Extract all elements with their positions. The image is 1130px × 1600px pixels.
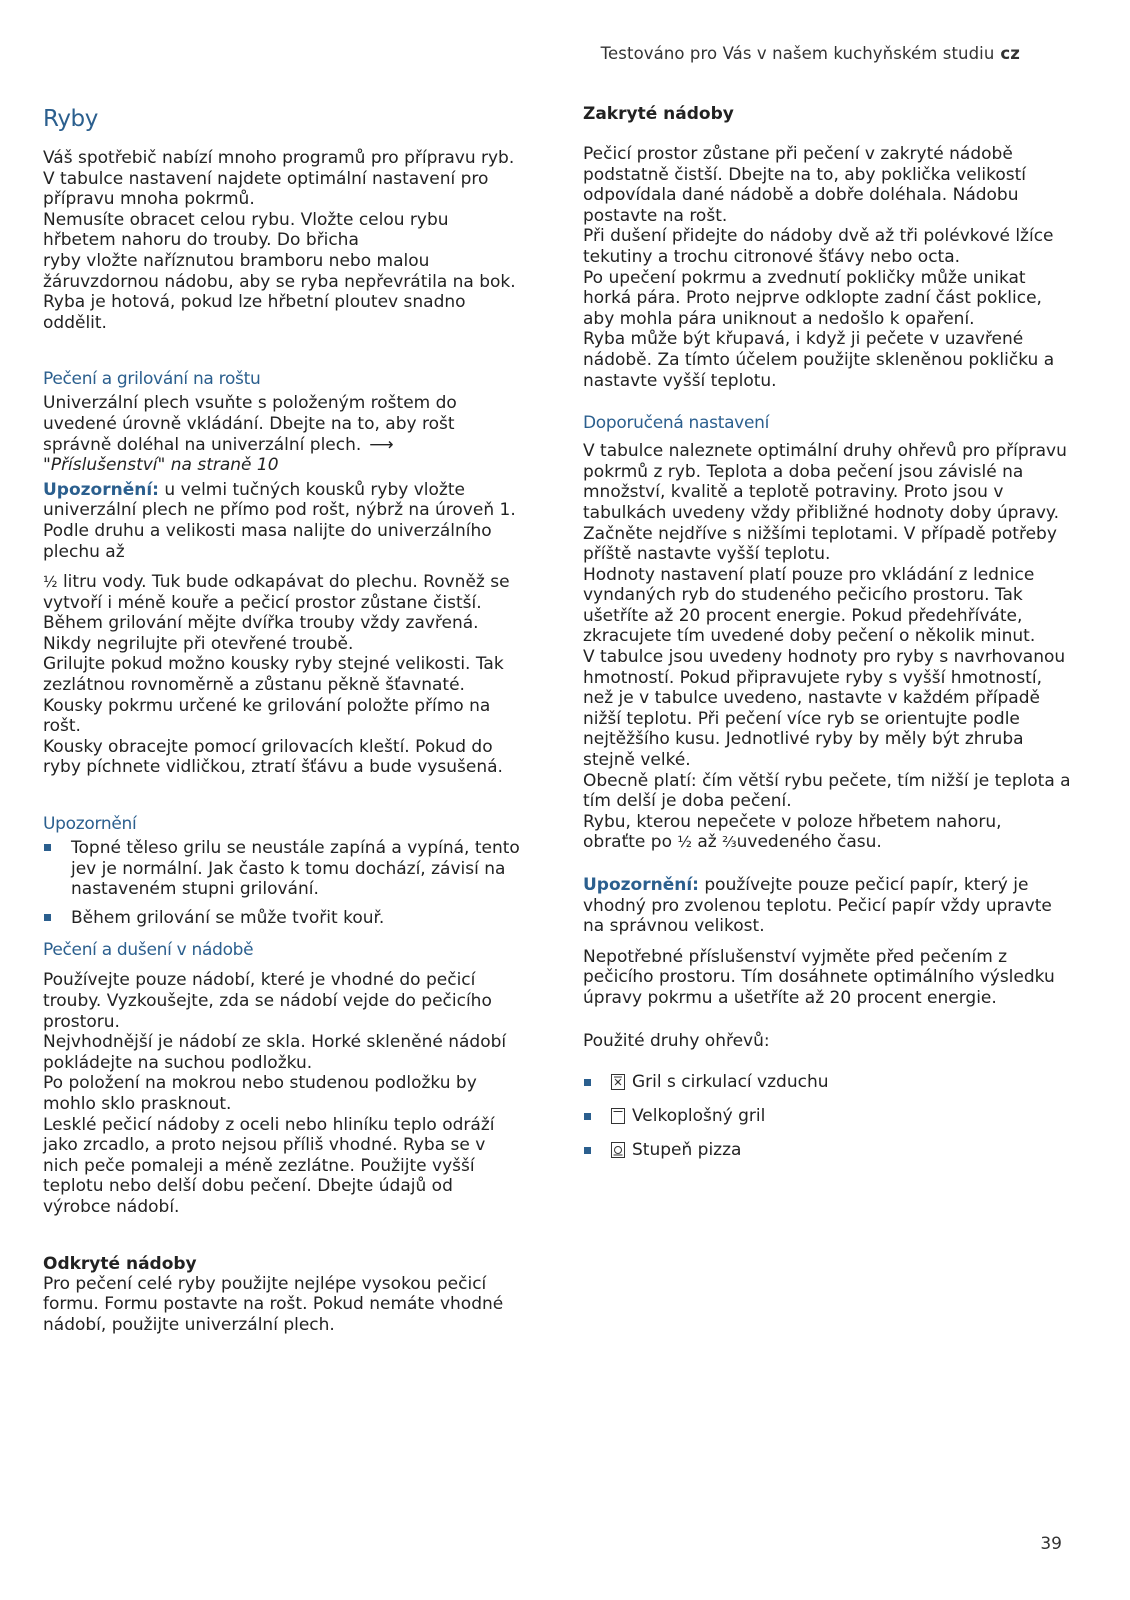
modes-intro: Použité druhy ohřevů: xyxy=(583,1030,770,1051)
grill-text: Univerzální plech vsuňte s položeným roštem do uvedené úrovně vkládání. Dbejte na to, aby rošt správně doléhal na univerzální plech. xyxy=(43,393,457,455)
grill-paragraph-5: Grilujte pokud možno kousky ryby stejné velikosti. Tak zezlátnou rovnoměrně a zůstanu pěkně šťavnaté. Kousky pokrmu určené ke grilování položte přímo na rošt. xyxy=(43,654,504,737)
grill-water-text: litru vody. Tuk bude odkapávat do plechu. Rovněž se vytvoří i méně kouře a pečicí prostor zůstane čistší. xyxy=(43,572,510,613)
note-text: používejte pouze pečicí papír, který je vhodný pro zvolenou teplotu. Pečicí papír vždy upravte na správnou velikost. xyxy=(583,875,1052,937)
rec-paragraph-2: Hodnoty nastavení platí pouze pro vkládání z lednice vyndaných ryb do studeného pečicího prostoru. Tak ušetříte až 20 procent energie. Pokud předehříváte, zkracujete tím uvedené doby pečení o několik minut. xyxy=(583,564,1036,647)
grill-paragraph-4: Během grilování mějte dvířka trouby vždy zavřená. Nikdy negrilujte při otevřené troubě. xyxy=(43,613,479,654)
rec-paragraph-1: V tabulce naleznete optimální druhy ohřevů pro přípravu pokrmů z ryb. Teplota a doba pečení jsou závislé na množství, kvalitě a teplotě potraviny. Proto jsou v tabulkách uvedeny vždy přibližné hodnoty doby úpravy. Začněte nejdříve s nižšími teplotami. V případě potřeby příště nastavte vyšší teplotu. xyxy=(583,441,1067,565)
reference-arrow-icon: ⟶ xyxy=(369,434,394,455)
closed-paragraph-2: Při dušení přidejte do nádoby dvě až tři polévkové lžíce tekutiny a trochu citronové šťávy nebo octa. xyxy=(583,226,1054,267)
page-header xyxy=(601,44,1020,63)
heating-modes-list xyxy=(583,1071,1073,1161)
intro-paragraph-4: Ryba je hotová, pokud lze hřbetní ploutev snadno oddělit. xyxy=(43,292,466,333)
circulating-grill-icon xyxy=(611,1074,625,1090)
intro-paragraph-2: Nemusíte obracet celou rybu. Vložte celou rybu hřbetem nahoru do trouby. Do břicha xyxy=(43,209,449,251)
page-number: 39 xyxy=(1040,1534,1062,1554)
bullet-icon xyxy=(44,844,51,851)
dish-paragraph-4: Lesklé pečicí nádoby z oceli nebo hliníku teplo odráží jako zrcadlo, a proto nejsou příliš vhodné. Ryba se v nich peče pomaleji a méně zezlátne. Použijte vyšší teplotu nebo delší dobu pečení. Dbejte údajů od výrobce nádobí. xyxy=(43,1114,495,1217)
fraction-half: ½ xyxy=(43,573,58,592)
rec-text-a: obraťte po xyxy=(583,832,678,853)
mode-label: Velkoplošný gril xyxy=(632,1106,766,1127)
list-item xyxy=(43,838,523,900)
note-label: Upozornění: xyxy=(43,479,159,500)
grill-paragraph-1 xyxy=(43,393,523,475)
bullet-icon xyxy=(584,1079,591,1086)
accessory-reference-link[interactable]: "Příslušenství" na straně 10 xyxy=(43,455,279,476)
bullet-icon xyxy=(584,1113,591,1120)
right-column xyxy=(583,100,1073,1173)
section-heading-closed: Zakryté nádoby xyxy=(583,104,734,124)
list-item-text: Během grilování se může tvořit kouř. xyxy=(71,907,385,928)
list-item xyxy=(43,908,523,929)
note-label: Upozornění: xyxy=(583,875,699,895)
dish-paragraph-2: Nejvhodnější je nádobí ze skla. Horké skleněné nádobí pokládejte na suchou podložku. xyxy=(43,1032,507,1073)
bullet-icon xyxy=(44,914,51,921)
list-item xyxy=(583,1139,1073,1161)
rec-paragraph-4: Obecně platí: čím větší rybu pečete, tím nižší je teplota a tím delší je doba pečení. xyxy=(583,770,1071,812)
pizza-setting-icon xyxy=(611,1142,625,1158)
mode-label: Stupeň pizza xyxy=(632,1140,742,1161)
grill-paragraph-2: Podle druhu a velikosti masa nalijte do univerzálního plechu až xyxy=(43,520,492,562)
grill-paragraph-6: Kousky obracejte pomocí grilovacích kleští. Pokud do ryby píchnete vidličkou, ztratí šťávu a bude vysušená. xyxy=(43,736,503,778)
fraction-half: ½ xyxy=(677,833,692,852)
language-code: cz xyxy=(1000,44,1020,63)
intro-paragraph-3: ryby vložte naříznutou bramboru nebo malou žáruvzdornou nádobu, aby se ryba nepřevrátila na bok. xyxy=(43,250,516,292)
rec-paragraph-3: V tabulce jsou uvedeny hodnoty pro ryby s navrhovanou hmotností. Pokud připravujete ryby s vyšší hmotností, než je v tabulce uvedeno, nastavte v každém případě nižší teplotu. Při pečení více ryb se orientujte podle nejtěžšího kusu. Jednotlivé ryby by měly být zhruba stejně velké. xyxy=(583,647,1066,771)
bullet-icon xyxy=(584,1147,591,1154)
section-heading-open: Odkryté nádoby xyxy=(43,1253,197,1274)
fraction-two-thirds: ⅔ xyxy=(722,833,737,852)
header-text: Testováno pro Vás v našem kuchyňském studiu xyxy=(600,44,995,63)
rec-note xyxy=(583,875,1073,937)
left-column xyxy=(43,100,523,1335)
list-item xyxy=(583,1071,1073,1093)
rec-text-c: uvedeného času. xyxy=(736,832,882,853)
closed-paragraph-4: Ryba může být křupavá, i když ji pečete v uzavřené nádobě. Za tímto účelem použijte skleněnou pokličku a nastavte vyšší teplotu. xyxy=(583,329,1055,391)
note-text: u velmi tučných kousků ryby vložte univerzální plech ne přímo pod rošt, nýbrž na úroveň 1. xyxy=(43,479,516,521)
list-item xyxy=(583,1105,1073,1127)
dish-paragraph-1: Používejte pouze nádobí, které je vhodné do pečicí trouby. Vyzkoušejte, zda se nádobí vejde do pečicího prostoru. xyxy=(43,970,492,1032)
rec-paragraph-5: Rybu, kterou nepečete v poloze hřbetem nahoru, xyxy=(583,811,1002,832)
rec-text-b: až xyxy=(691,832,723,853)
grill-paragraph-3 xyxy=(43,572,523,613)
mode-label: Gril s cirkulací vzduchu xyxy=(632,1072,829,1093)
rec-paragraph-6 xyxy=(583,832,1073,853)
closed-paragraph-3: Po upečení pokrmu a zvednutí pokličky může unikat horká pára. Proto nejprve odklopte zadní část poklice, aby mohla pára uniknout a nedošlo k opaření. xyxy=(583,267,1042,329)
intro-paragraph-1: Váš spotřebič nabízí mnoho programů pro přípravu ryb. V tabulce nastavení najdete optimální nastavení pro přípravu mnoha pokrmů. xyxy=(43,148,515,210)
dish-paragraph-3: Po položení na mokrou nebo studenou podložku by mohlo sklo prasknout. xyxy=(43,1073,477,1114)
note-list xyxy=(43,838,523,928)
page-title: Ryby xyxy=(43,106,98,132)
rec-paragraph-7: Nepotřebné příslušenství vyjměte před pečením z pečicího prostoru. Tím dosáhnete optimálního výsledku úpravy pokrmu a ušetříte až 20 procent energie. xyxy=(583,946,1055,1008)
grill-note xyxy=(43,480,523,521)
section-heading-dish: Pečení a dušení v nádobě xyxy=(43,940,254,961)
open-paragraph: Pro pečení celé ryby použijte nejlépe vysokou pečicí formu. Formu postavte na rošt. Pokud nemáte vhodné nádobí, použijte univerzální plech. xyxy=(43,1273,504,1335)
section-heading-grill: Pečení a grilování na roštu xyxy=(43,369,261,390)
closed-paragraph-1: Pečicí prostor zůstane při pečení v zakryté nádobě podstatně čistší. Dbejte na to, aby poklička velikostí odpovídala dané nádobě a dobře doléhala. Nádobu postavte na rošt. xyxy=(583,144,1026,226)
large-grill-icon xyxy=(611,1108,625,1124)
section-heading-note: Upozornění xyxy=(43,814,137,835)
list-item-text: Topné těleso grilu se neustále zapíná a vypíná, tento jev je normální. Jak často k tomu dochází, závisí na nastaveném stupni grilování. xyxy=(71,838,520,900)
section-heading-recommended: Doporučená nastavení xyxy=(583,413,769,434)
